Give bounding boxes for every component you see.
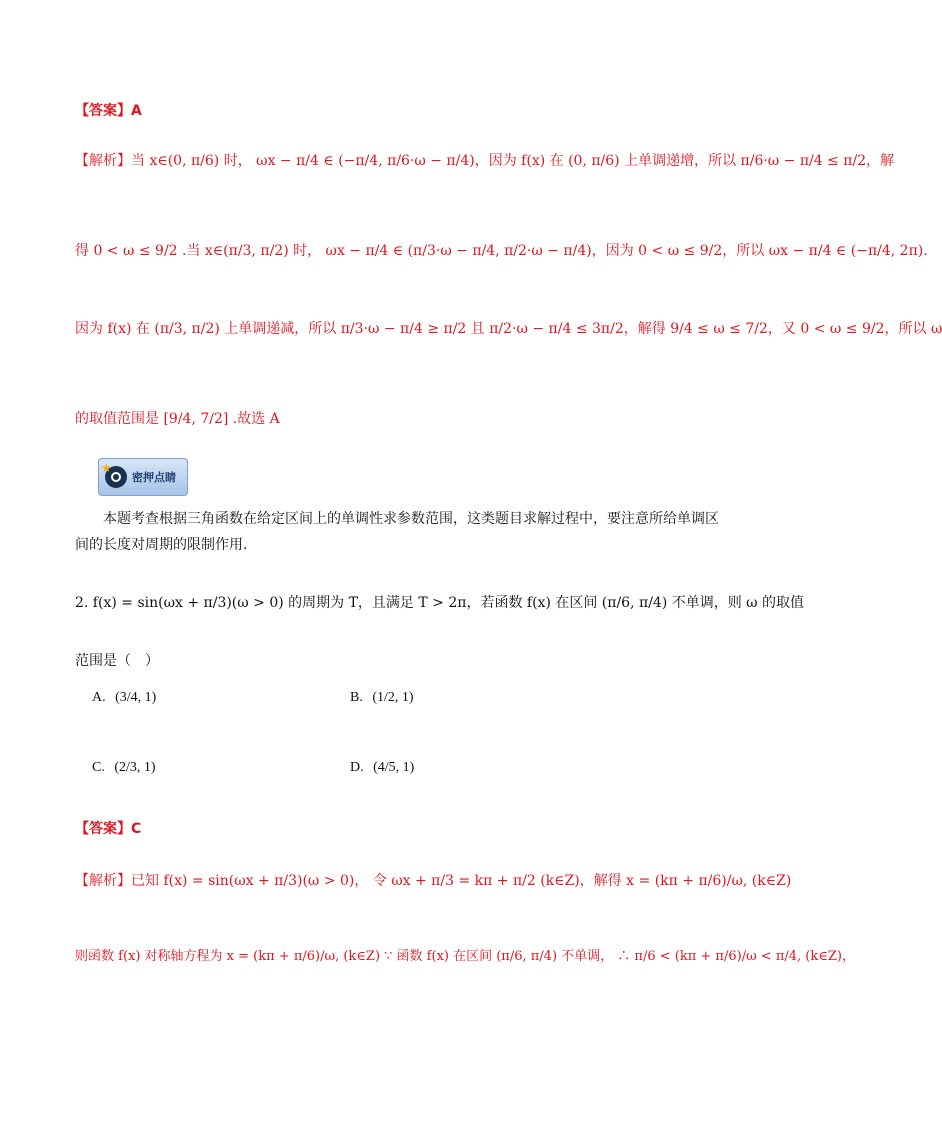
analysis-text-1: 当 x∈(0, π/6) 时， ωx − π/4 ∈ (−π/4, π/6·ω − π/4)，因为 f(x) 在 (0, π/6) 上单调递增，所以 π/6·ω − π/4 ≤ π/2，解 — [131, 153, 895, 169]
answer-label-1: 【答案】A — [75, 103, 142, 119]
tip-paragraph: 本题考查根据三角函数在给定区间上的单调性求参数范围，这类题目求解过程中，要注意所给单调区间的长度对周期的限制作用. — [75, 511, 719, 553]
analysis-text-5: 已知 f(x) = sin(ωx + π/3)(ω > 0)， 令 ωx + π/3 = kπ + π/2 (k∈Z)，解得 x = (kπ + π/6)/ω, (k∈Z) — [131, 873, 792, 889]
option-d[interactable]: D. (4/5, 1) — [350, 760, 415, 775]
question-2-text: 2. f(x) = sin(ωx + π/3)(ω > 0) 的周期为 T，且满足 T > 2π，若函数 f(x) 在区间 (π/6, π/4) 不单调，则 ω 的取值 — [75, 595, 805, 611]
option-c[interactable]: C. (2/3, 1) — [92, 760, 156, 775]
badge-label: 密押点睛 — [132, 471, 176, 484]
analysis-line-5: 【解析】 已知 f(x) = sin(ωx + π/3)(ω > 0)， 令 ωx + π/3 = kπ + π/2 (k∈Z)，解得 x = (kπ + π/6)/ω, (k∈Z) — [75, 870, 791, 890]
tip-badge — [98, 458, 188, 496]
question-2-stem — [75, 592, 804, 612]
analysis-text-3: 因为 f(x) 在 (π/3, π/2) 上单调递减，所以 π/3·ω − π/4 ≥ π/2 且 π/2·ω − π/4 ≤ 3π/2，解得 9/4 ≤ ω ≤ 7/2，又 0 < ω ≤ 9/2，所以 ω — [75, 321, 942, 337]
option-a[interactable]: A. (3/4, 1) — [92, 690, 157, 705]
analysis-line-4 — [75, 408, 280, 428]
analysis-line-2 — [75, 240, 928, 260]
analysis-line-3 — [75, 318, 942, 338]
question-2-stem-2: 范围是（ ） — [75, 653, 159, 669]
analysis-text-6: 则函数 f(x) 对称轴方程为 x = (kπ + π/6)/ω, (k∈Z) ∵ 函数 f(x) 在区间 (π/6, π/4) 不单调， ∴ π/6 < (kπ + π/6)/ω < π/4, (k∈Z)， — [75, 949, 855, 964]
analysis-line-1: 【解析】 当 x∈(0, π/6) 时， ωx − π/4 ∈ (−π/4, π/6·ω − π/4)，因为 f(x) 在 (0, π/6) 上单调递增，所以 π/6·ω − π/4 ≤ π/2，解 — [75, 150, 894, 170]
analysis-text-4: 的取值范围是 [9/4, 7/2] .故选 A — [75, 411, 280, 427]
analysis-line-6 — [75, 945, 855, 964]
answer-label-2: 【答案】C — [75, 821, 142, 837]
star-icon: ★ — [101, 461, 112, 475]
option-b[interactable]: B. (1/2, 1) — [350, 690, 414, 705]
analysis-text-2: 得 0 < ω ≤ 9/2 .当 x∈(π/3, π/2) 时， ωx − π/4 ∈ (π/3·ω − π/4, π/2·ω − π/4)，因为 0 < ω ≤ 9/2，所以 ωx − π/4 ∈ (−π/4, 2π). — [75, 243, 928, 259]
